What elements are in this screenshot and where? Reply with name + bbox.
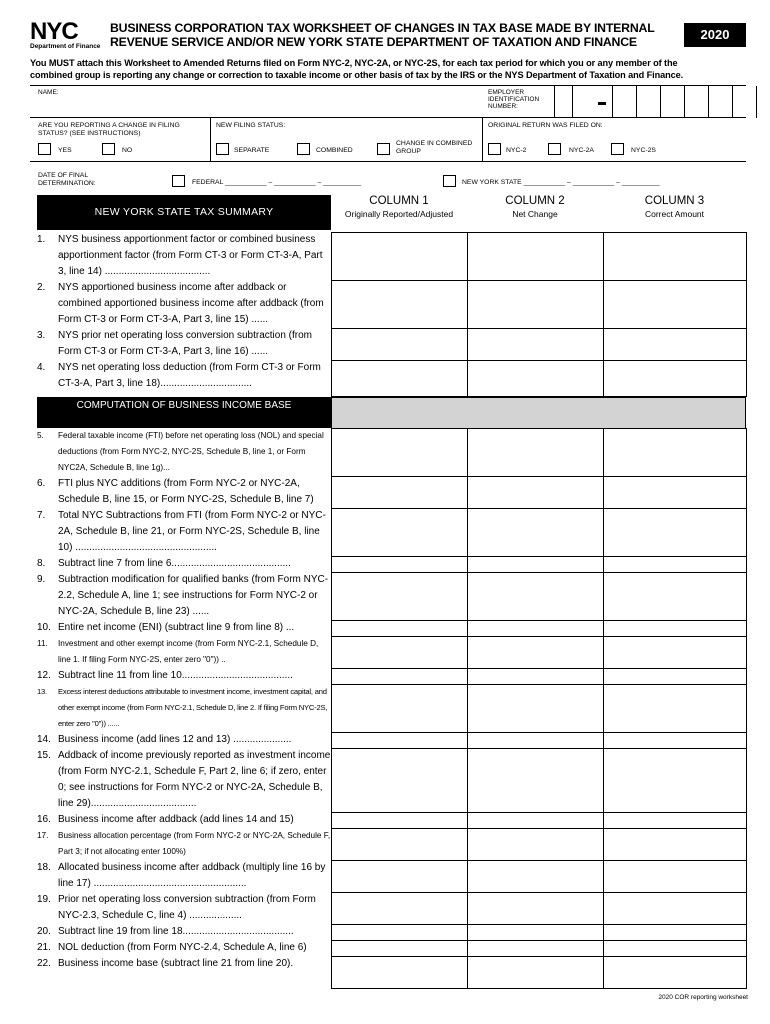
- line-number: 10.: [37, 622, 51, 633]
- line-item: [37, 620, 331, 636]
- line-number: 5.: [37, 431, 44, 440]
- line-item: [37, 860, 331, 892]
- ein-digit-box[interactable]: [660, 86, 684, 118]
- line-description: NYS business apportionment factor or combined business apportionment factor (from Form CT-3 or Form CT-3-A, Part 3, line 14) ......................................: [58, 234, 323, 277]
- amount-cell-col1[interactable]: [331, 556, 468, 573]
- line-item: [37, 556, 331, 572]
- line-item: [37, 232, 331, 280]
- no-checkbox[interactable]: [102, 143, 115, 155]
- amount-cell-col3[interactable]: [603, 892, 747, 925]
- attachment-notice: You MUST attach this Worksheet to Amended Returns filed on Form NYC-2, NYC-2A, or NYC-2S, for each tax period for which you or any member of the combined group is reporting any change or correction to taxable income or other basis of tax by the IRS or the NYS Department of Taxation and Finance.: [30, 58, 684, 80]
- amount-cell-col1[interactable]: [331, 668, 468, 685]
- amount-cell-col2[interactable]: [467, 636, 604, 669]
- amount-cell-col3[interactable]: [603, 280, 747, 329]
- amount-cell-col2[interactable]: [467, 732, 604, 749]
- amount-cell-col2[interactable]: [467, 328, 604, 361]
- column1-header: COLUMN 1 Originally Reported/Adjusted: [344, 195, 454, 219]
- line-number: 4.: [37, 362, 46, 373]
- line-number: 6.: [37, 478, 46, 489]
- line-number: 3.: [37, 330, 46, 341]
- amount-cell-col3[interactable]: [603, 508, 747, 557]
- change-combined-checkbox[interactable]: [377, 143, 390, 155]
- amount-cell-col2[interactable]: [467, 572, 604, 621]
- amount-cell-col2[interactable]: [467, 812, 604, 829]
- ein-digit-box[interactable]: [572, 86, 592, 118]
- line-description: Investment and other exempt income (from Form NYC-2.1, Schedule D, line 1. If filing Form NYC-2S, enter zero "0")) ..: [58, 639, 319, 664]
- ein-field[interactable]: [554, 86, 769, 118]
- amount-cell-col1[interactable]: [331, 812, 468, 829]
- amount-cell-col2[interactable]: [467, 668, 604, 685]
- amount-cell-col3[interactable]: [603, 556, 747, 573]
- amount-cell-col2[interactable]: [467, 232, 604, 281]
- amount-cell-col3[interactable]: [603, 620, 747, 637]
- line-number: 12.: [37, 670, 51, 681]
- amount-cell-col3[interactable]: [603, 684, 747, 733]
- amount-cell-col1[interactable]: [331, 620, 468, 637]
- section-shade: [331, 397, 746, 429]
- federal-date-field[interactable]: FEDERAL ___________ – ___________ – __________: [192, 179, 362, 186]
- line-description: NOL deduction (from Form NYC-2.4, Schedule A, line 6): [58, 942, 307, 953]
- combined-checkbox[interactable]: [297, 143, 310, 155]
- amount-cell-col3[interactable]: [603, 924, 747, 941]
- line-item: [37, 924, 331, 940]
- amount-cell-col1[interactable]: [331, 476, 468, 509]
- line-item: [37, 328, 331, 360]
- line-description: Subtract line 7 from line 6...........................................: [58, 558, 291, 569]
- ein-digit-box[interactable]: [732, 86, 756, 118]
- amount-cell-col1[interactable]: [331, 860, 468, 893]
- line-item: [37, 940, 331, 956]
- amount-cell-col3[interactable]: [603, 668, 747, 685]
- amount-cell-col3[interactable]: [603, 732, 747, 749]
- amount-cell-col1[interactable]: [331, 280, 468, 329]
- line-description: Subtract line 19 from line 18........................................: [58, 926, 294, 937]
- line-number: 1.: [37, 234, 46, 245]
- amount-cell-col1[interactable]: [331, 732, 468, 749]
- ein-dash: [598, 102, 606, 105]
- line-description: Business income (add lines 12 and 13) .....................: [58, 734, 292, 745]
- ein-digit-box[interactable]: [612, 86, 636, 118]
- amount-cell-col3[interactable]: [603, 232, 747, 281]
- line-description: NYS net operating loss deduction (from Form CT-3 or Form CT-3-A, Part 3, line 18).................................: [58, 362, 321, 389]
- line-item: [37, 476, 331, 508]
- nyc2-checkbox[interactable]: [488, 143, 501, 155]
- amount-cell-col1[interactable]: [331, 508, 468, 557]
- line-description: Business allocation percentage (from Form NYC-2 or NYC-2A, Schedule F, Part 3; if not allocating enter 100%): [58, 831, 331, 856]
- line-description: NYS prior net operating loss conversion subtraction (from Form CT-3 or Form CT-3-A, Part 3, line 16) ......: [58, 330, 313, 357]
- amount-cell-col2[interactable]: [467, 860, 604, 893]
- line-item: [37, 636, 331, 668]
- ein-digit-box[interactable]: [756, 86, 769, 118]
- new-filing-status-label: NEW FILING STATUS:: [216, 122, 286, 129]
- amount-cell-col2[interactable]: [467, 428, 604, 477]
- amount-cell-col1[interactable]: [331, 940, 468, 957]
- amount-cell-col1[interactable]: [331, 360, 468, 397]
- nys-checkbox[interactable]: [443, 175, 456, 187]
- amount-cell-col2[interactable]: [467, 280, 604, 329]
- line-description: Business income base (subtract line 21 from line 20).: [58, 958, 294, 969]
- amount-cell-col2[interactable]: [467, 360, 604, 397]
- amount-cell-col2[interactable]: [467, 956, 604, 989]
- line-description: NYS apportioned business income after addback or combined apportioned business income after addback (from Form CT-3 or Form CT-3-A, Part 3, line 15) ......: [58, 282, 324, 325]
- line-description: Subtract line 11 from line 10........................................: [58, 670, 293, 681]
- line-description: Excess interest deductions attributable to investment income, investment capital, and other exempt income (from Form NYC-2.1, Schedule D, line 2. If filing Form NYC-2S, enter zero "0")) ......: [58, 687, 328, 728]
- amount-cell-col1[interactable]: [331, 828, 468, 861]
- amount-cell-col1[interactable]: [331, 428, 468, 477]
- nyc-logo: NYC Department of Finance: [30, 18, 101, 50]
- final-determination-section: [30, 170, 746, 190]
- original-return-label: ORIGINAL RETURN WAS FILED ON:: [488, 122, 603, 129]
- line-description: Total NYC Subtractions from FTI (from Form NYC-2 or NYC-2A, Schedule B, line 21, or Form NYC-2S, Schedule B, line 10) ...................................................: [58, 510, 326, 553]
- line-item: [37, 684, 331, 732]
- amount-cell-col3[interactable]: [603, 428, 747, 477]
- amount-cell-col2[interactable]: [467, 924, 604, 941]
- amount-cell-col2[interactable]: [467, 684, 604, 733]
- column3-header: COLUMN 3 Correct Amount: [644, 195, 705, 219]
- amount-cell-col3[interactable]: [603, 940, 747, 957]
- tax-summary-header: NEW YORK STATE TAX SUMMARY: [37, 195, 331, 230]
- amount-cell-col2[interactable]: [467, 940, 604, 957]
- amount-cell-col3[interactable]: [603, 476, 747, 509]
- line-number: 8.: [37, 558, 46, 569]
- line-description: Business income after addback (add lines 14 and 15): [58, 814, 294, 825]
- amount-cell-col2[interactable]: [467, 828, 604, 861]
- amount-cell-col1[interactable]: [331, 956, 468, 989]
- amount-cell-col3[interactable]: [603, 860, 747, 893]
- ein-digit-box[interactable]: [636, 86, 660, 118]
- amount-cell-col1[interactable]: [331, 232, 468, 281]
- line-number: 22.: [37, 958, 51, 969]
- line-number: 18.: [37, 862, 51, 873]
- line-description: Allocated business income after addback (multiply line 16 by line 17) .......................................................: [58, 862, 326, 889]
- line-item: [37, 812, 331, 828]
- amount-cell-col2[interactable]: [467, 476, 604, 509]
- line-description: Prior net operating loss conversion subtraction (from Form NYC-2.3, Schedule C, line 4) ...................: [58, 894, 316, 921]
- nys-date-field[interactable]: NEW YORK STATE ___________ – ___________ – __________: [462, 179, 660, 186]
- amount-cell-col3[interactable]: [603, 812, 747, 829]
- line-number: 21.: [37, 942, 51, 953]
- separate-checkbox[interactable]: [216, 143, 229, 155]
- line-number: 15.: [37, 750, 51, 761]
- line-number: 7.: [37, 510, 46, 521]
- line-description: Entire net income (ENI) (subtract line 9 from line 8) ...: [58, 622, 295, 633]
- amount-cell-col1[interactable]: [331, 924, 468, 941]
- line-number: 20.: [37, 926, 51, 937]
- line-item: [37, 956, 331, 988]
- determination-label: DATE OF FINAL DETERMINATION:: [38, 172, 96, 187]
- name-label: NAME:: [38, 89, 59, 96]
- filing-status-section: ARE YOU REPORTING A CHANGE IN FILING STATUS? (SEE INSTRUCTIONS) YES NO NEW FILING STATUS: SEPARATE COMBINED CHANGE IN COMBINED GROUP ORIGINAL RETURN WAS FILED ON: NYC-2 NYC-2A NYC-2S: [30, 118, 746, 162]
- line-item: [37, 732, 331, 748]
- form-header: [30, 18, 746, 57]
- line-item: [37, 280, 331, 328]
- line-description: Federal taxable income (FTI) before net operating loss (NOL) and special deductions (from Form NYC-2, NYC-2S, Schedule B, line 1, or Form NYC2A, Schedule B, line 1g)...: [58, 431, 324, 472]
- ein-digit-box[interactable]: [684, 86, 708, 118]
- amount-cell-col2[interactable]: [467, 620, 604, 637]
- nyc2s-checkbox[interactable]: [611, 143, 624, 155]
- line-description: FTI plus NYC additions (from Form NYC-2 or NYC-2A, Schedule B, line 15, or Form NYC-2S, Schedule B, line 7): [58, 478, 314, 505]
- amount-cell-col3[interactable]: [603, 748, 747, 813]
- amount-cell-col1[interactable]: [331, 572, 468, 621]
- line-item: [37, 892, 331, 924]
- amount-cell-col1[interactable]: [331, 684, 468, 733]
- line-item: [37, 428, 331, 476]
- form-title: BUSINESS CORPORATION TAX WORKSHEET OF CHANGES IN TAX BASE MADE BY INTERNAL REVENUE SERVICE AND/OR NEW YORK STATE DEPARTMENT OF TAXATION AND FINANCE: [110, 21, 655, 49]
- amount-cell-col3[interactable]: [603, 956, 747, 989]
- column2-header: COLUMN 2 Net Change: [505, 195, 565, 219]
- ein-label: EMPLOYER IDENTIFICATION NUMBER:: [488, 89, 540, 110]
- amount-cell-col2[interactable]: [467, 508, 604, 557]
- ein-digit-box[interactable]: [554, 86, 572, 118]
- line-number: 19.: [37, 894, 51, 905]
- amount-cell-col3[interactable]: [603, 328, 747, 361]
- divider: [482, 118, 483, 161]
- amount-cell-col3[interactable]: [603, 828, 747, 861]
- change-status-question: ARE YOU REPORTING A CHANGE IN FILING STATUS? (SEE INSTRUCTIONS): [38, 122, 180, 137]
- amount-cell-col3[interactable]: [603, 636, 747, 669]
- amount-cell-col1[interactable]: [331, 636, 468, 669]
- line-description: Subtraction modification for qualified banks (from Form NYC-2.2, Schedule A, line 1; see instructions for Form NYC-2 or NYC-2A, Schedule B, line 23) ......: [58, 574, 329, 617]
- line-number: 13.: [37, 687, 47, 696]
- amount-cell-col2[interactable]: [467, 892, 604, 925]
- line-item: [37, 360, 331, 396]
- line-item: [37, 748, 331, 812]
- taxpayer-id-section: [30, 85, 746, 118]
- amount-cell-col1[interactable]: [331, 748, 468, 813]
- amount-cell-col2[interactable]: [467, 556, 604, 573]
- ein-digit-box[interactable]: [708, 86, 732, 118]
- federal-checkbox[interactable]: [172, 175, 185, 187]
- line-number: 2.: [37, 282, 46, 293]
- line-number: 16.: [37, 814, 51, 825]
- line-item: [37, 668, 331, 684]
- line-number: 9.: [37, 574, 46, 585]
- business-income-section-header: COMPUTATION OF BUSINESS INCOME BASE: [37, 397, 331, 428]
- line-number: 17.: [37, 831, 49, 840]
- line-description: Addback of income previously reported as investment income (from Form NYC-2.1, Schedule F, Part 2, line 6; if zero, enter 0; see instructions for Form NYC-2 or NYC-2A, Schedule B, line 29)......................................: [58, 750, 331, 809]
- amount-cell-col1[interactable]: [331, 892, 468, 925]
- form-footer: 2020 COR reporting worksheet: [658, 994, 748, 1001]
- amount-cell-col1[interactable]: [331, 328, 468, 361]
- line-number: 14.: [37, 734, 51, 745]
- amount-cell-col3[interactable]: [603, 572, 747, 621]
- yes-checkbox[interactable]: [38, 143, 51, 155]
- tax-year-badge: 2020: [684, 23, 746, 47]
- line-item: [37, 572, 331, 620]
- divider: [210, 118, 211, 161]
- line-item: [37, 828, 331, 860]
- amount-cell-col2[interactable]: [467, 748, 604, 813]
- line-item: [37, 508, 331, 556]
- nyc2a-checkbox[interactable]: [548, 143, 561, 155]
- line-number: 11.: [37, 639, 48, 648]
- amount-cell-col3[interactable]: [603, 360, 747, 397]
